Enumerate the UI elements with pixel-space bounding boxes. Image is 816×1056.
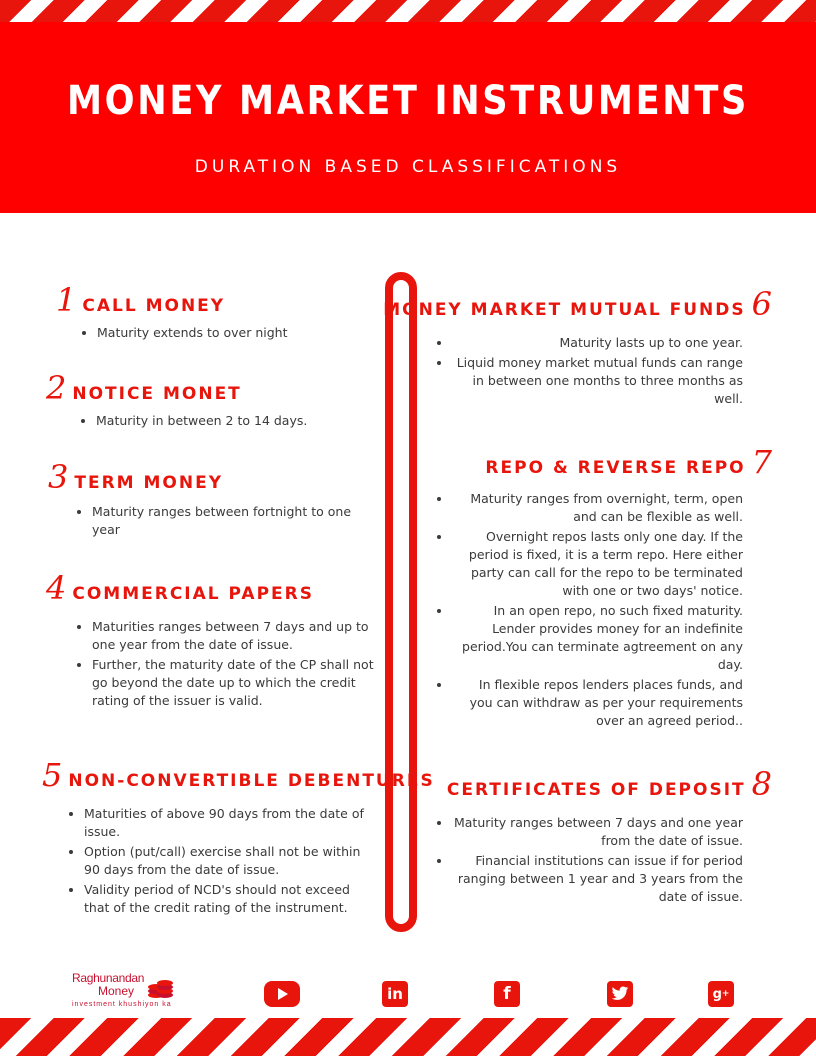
youtube-icon[interactable] <box>264 981 300 1007</box>
section-term-money <box>48 458 378 541</box>
section-number: 2 <box>46 369 67 407</box>
section-title: MONEY MARKET MUTUAL FUNDS <box>383 300 746 320</box>
list-item: • Maturity in between 2 to 14 days. <box>96 412 376 430</box>
bullet-list <box>79 412 376 430</box>
list-item: • Maturity ranges between fortnight to one year <box>92 503 372 539</box>
bullet-list <box>75 503 372 539</box>
list-item: • Financial institutions can issue if for period ranging between 1 year and 3 years from the date of issue. <box>452 852 747 906</box>
list-item: • In flexible repos lenders places funds, and you can withdraw as per your requirements over an agreed period.. <box>452 676 747 730</box>
list-item: • Option (put/call) exercise shall not be within 90 days from the date of issue. <box>84 843 374 879</box>
top-stripe-border <box>0 0 816 22</box>
list-item: • Liquid money market mutual funds can range in between one months to three months as well. <box>452 354 747 408</box>
list-item: • Maturity ranges from overnight, term, open and can be flexible as well. <box>452 490 747 526</box>
raghunandan-money-logo[interactable] <box>72 971 176 1011</box>
section-number: 3 <box>48 458 69 496</box>
section-number: 6 <box>751 285 772 323</box>
section-title: CALL MONEY <box>82 296 226 316</box>
footer <box>0 965 816 1015</box>
list-item: • Maturity extends to over night <box>97 324 376 342</box>
section-title: TERM MONEY <box>74 473 224 493</box>
list-item: • Further, the maturity date of the CP shall not go beyond the date up to which the credit rating of the issuer is valid. <box>92 656 377 710</box>
bottom-stripe-border <box>0 1018 816 1056</box>
logo-tagline: investment khushiyon ka <box>72 1001 172 1008</box>
section-number: 1 <box>56 281 77 319</box>
list-item: • Maturity ranges between 7 days and one year from the date of issue. <box>452 814 747 850</box>
facebook-icon[interactable]: f <box>494 981 520 1007</box>
section-repo-reverse-repo <box>432 443 772 732</box>
list-item: • In an open repo, no such fixed maturity. Lender provides money for an indefinite period.You can terminate agtreement on any day. <box>452 602 747 674</box>
bullet-list <box>432 334 747 408</box>
section-money-market-mutual-funds <box>383 285 772 410</box>
google-plus-icon[interactable]: g + <box>708 981 734 1007</box>
list-item: • Maturity lasts up to one year. <box>452 334 747 352</box>
section-title: REPO & REVERSE REPO <box>485 458 746 478</box>
section-number: 5 <box>42 756 63 794</box>
bullet-list <box>432 814 747 906</box>
section-commercial-papers <box>46 569 376 712</box>
section-title: NON-CONVERTIBLE DEBENTURES <box>68 771 435 791</box>
twitter-icon[interactable] <box>607 981 633 1007</box>
section-notice-money <box>46 369 376 432</box>
bullet-list <box>432 490 747 730</box>
bullet-list <box>67 805 374 917</box>
linkedin-icon[interactable]: in <box>382 981 408 1007</box>
section-title: CERTIFICATES OF DEPOSIT <box>446 780 746 800</box>
section-number: 4 <box>46 569 67 607</box>
page-title: MONEY MARKET INSTRUMENTS <box>66 78 750 124</box>
list-item: • Maturities of above 90 days from the date of issue. <box>84 805 374 841</box>
section-number: 7 <box>751 443 772 481</box>
logo-text: Raghunandan <box>72 971 145 985</box>
section-certificates-of-deposit <box>432 765 772 908</box>
list-item: • Overnight repos lasts only one day. If the period is fixed, it is a term repo. Here either party can call for the repo to be terminated with one or two days' notice. <box>452 528 747 600</box>
section-non-convertible-debentures <box>42 756 435 919</box>
bullet-list <box>80 324 376 342</box>
section-number: 8 <box>751 765 772 803</box>
section-title: COMMERCIAL PAPERS <box>72 584 314 604</box>
header-banner <box>0 22 816 213</box>
page-subtitle: DURATION BASED CLASSIFICATIONS <box>194 157 622 177</box>
coins-icon <box>146 973 174 1001</box>
section-title: NOTICE MONET <box>72 384 242 404</box>
center-divider <box>385 272 417 932</box>
bullet-list <box>75 618 377 710</box>
logo-text: Money <box>98 984 135 998</box>
list-item: • Validity period of NCD's should not exceed that of the credit rating of the instrument. <box>84 881 374 917</box>
section-call-money <box>56 281 376 344</box>
list-item: • Maturities ranges between 7 days and up to one year from the date of issue. <box>92 618 377 654</box>
